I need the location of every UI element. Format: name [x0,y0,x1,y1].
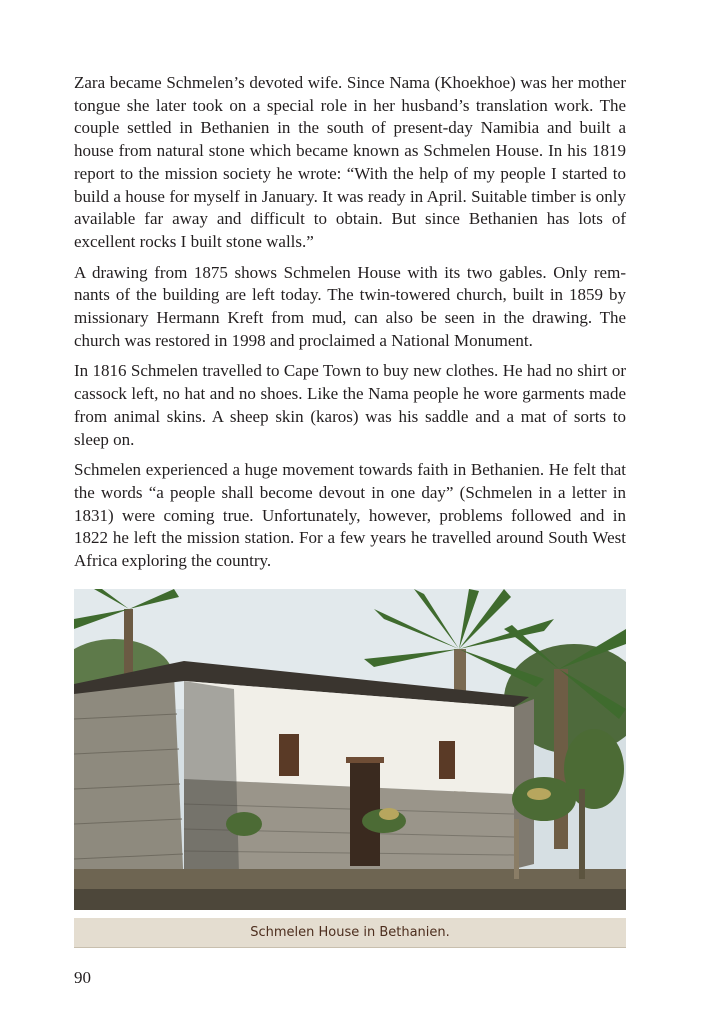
photo-caption: Schmelen House in Bethanien. [250,925,450,940]
paragraph-2: A drawing from 1875 shows Schmelen House with its two gables. Only remnants of the building are left today. The twin-towered church, built in 1859 by missionary Hermann Kreft from mud, can also be seen in the drawing. The church was restored in 1998 and proclaimed a National Monument. [74,262,626,350]
paragraph-4: Schmelen experienced a huge movement towards faith in Bethanien. He felt that the words “a people shall become devout in one day” (Schmelen in a letter in 1831) were coming true. Unfortunately, however, problems followed and in 1822 he left the mission station. For a few years he travelled around South West Africa exploring the country. [74,460,626,571]
schmelen-house-photo [74,589,626,910]
photo-caption-bar [74,918,626,948]
photo-illustration [74,589,626,910]
body-text [74,72,626,581]
page-number: 90 [74,968,91,987]
paragraph-3: In 1816 Schmelen travelled to Cape Town to buy new clothes. He had no shirt or cassock left, no hat and no shoes. Like the Nama people he wore garments made from animal skins. A sheep skin (karos) was his saddle and a mat of sorts to sleep on. [74,361,626,449]
paragraph-1: Zara became Schmelen’s devoted wife. Since Nama (Khoekhoe) was her mother tongue she later took on a special role in her husband’s translation work. The couple settled in Bethanien in the south of present-day Namibia and built a house from natural stone which became known as Schmelen House. In his 1819 report to the mission society he wrote: “With the help of my people I started to build a house for myself in January. It was ready in April. Suitable timber is only available far away and difficult to obtain. But since Bethanien has lots of excellent rocks I built stone walls.” [74,73,626,251]
